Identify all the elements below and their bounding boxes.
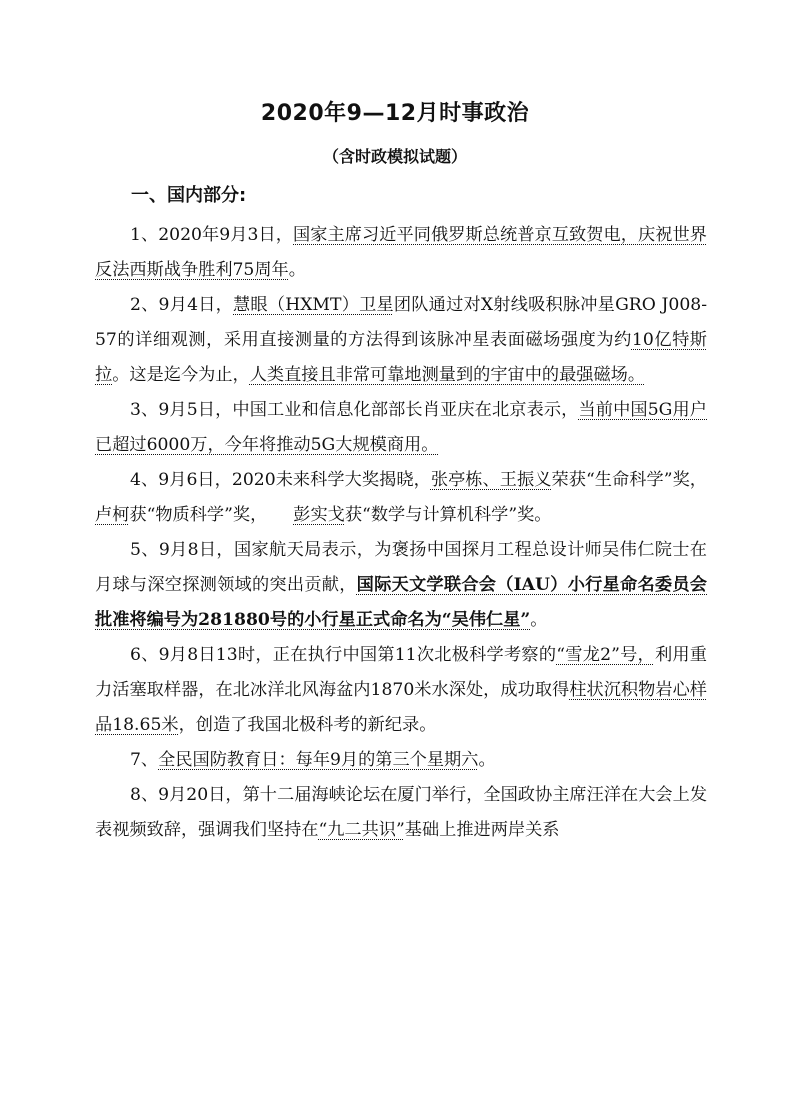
news-item-key-point: 国家主席习近平同俄罗斯总统普京互致贺电，庆祝世界反法西斯战争胜利75周年 xyxy=(95,225,707,280)
news-item-text: 获“数学与计算机科学”奖。 xyxy=(344,505,552,525)
news-item-key-point: 卢柯 xyxy=(95,505,130,525)
news-item-text: 荣获“生命科学”奖， xyxy=(551,470,707,490)
news-item xyxy=(95,393,707,463)
news-item-key-point: 国际天文学联合会（IAU）小行星命名委员会批准将编号为281880号的小行星正式命名为“吴伟仁星” xyxy=(95,575,707,630)
news-item-key-point: 10亿特斯拉 xyxy=(95,330,707,385)
news-item-key-point: 柱状沉积物岩心样品18.65米 xyxy=(95,680,707,735)
news-item-key-point: 张亭栋、王振义 xyxy=(430,470,552,490)
news-item-text: 9月8日，国家航天局表示，为褒扬中国探月工程总设计师吴伟仁院士在月球与深空探测领域的突出贡献， xyxy=(95,540,707,595)
news-item-key-point: “九二共识” xyxy=(318,820,405,840)
news-item-text: 9月4日， xyxy=(158,295,234,315)
news-item xyxy=(95,288,707,393)
news-item-key-point: “雪龙2”号， xyxy=(556,645,655,665)
news-item-text: 9月5日，中国工业和信息化部部长肖亚庆在北京表示， xyxy=(158,400,579,420)
news-item xyxy=(95,638,707,743)
news-item-number: 2、 xyxy=(130,295,159,315)
news-item-key-point: 慧眼（HXMT）卫星 xyxy=(233,295,394,315)
news-item-text: 获“物质科学”奖， xyxy=(129,505,268,525)
news-item-text: 利用重力活塞取样器，在北冰洋北风海盆内1870米水深处，成功取得 xyxy=(95,645,707,700)
document-title: 2020年9—12月时事政治 xyxy=(260,101,530,126)
news-item-text: 基础上推进两岸关系 xyxy=(404,820,560,840)
news-item-key-point: 人类直接且非常可靠地测量到的宇宙中的最强磁场。 xyxy=(249,365,646,385)
news-list xyxy=(95,218,707,848)
news-item-text: ，创造了我国北极科考的新纪录。 xyxy=(178,715,437,735)
news-item-text: 2020年9月3日， xyxy=(158,225,294,245)
news-item-number: 4、 xyxy=(130,470,159,490)
document-subtitle: （含时政模拟试题） xyxy=(322,147,467,166)
news-item-text: 。 xyxy=(530,610,548,630)
news-item xyxy=(95,218,707,288)
news-item-text: 9月6日，2020未来科学大奖揭晓， xyxy=(158,470,431,490)
news-item-number: 6、 xyxy=(130,645,159,665)
news-item xyxy=(95,743,707,778)
news-item-key-point: 彭实戈 xyxy=(293,505,345,525)
news-item-text: 。 xyxy=(478,750,496,770)
news-item-number: 7、 xyxy=(130,750,159,770)
news-item xyxy=(95,778,707,848)
news-item-key-point: 全民国防教育日：每年9月的第三个星期六 xyxy=(158,750,479,770)
news-item-text: 9月20日，第十二届海峡论坛在厦门举行，全国政协主席汪洋在大会上发表视频致辞，强调我们坚持在 xyxy=(95,785,708,840)
news-item xyxy=(95,463,707,533)
news-item-text: 团队通过对X射线吸积脉冲星GRO J008-57的详细观测，采用直接测量的方法得到该脉冲星表面磁场强度为约 xyxy=(95,295,708,350)
news-item-key-point: 当前中国5G用户已超过6000万，今年将推动5G大规模商用。 xyxy=(95,400,707,455)
news-item-text: 。 xyxy=(288,260,306,280)
news-item-number: 1、 xyxy=(130,225,159,245)
news-item xyxy=(95,533,707,638)
section-heading-domestic: 一、国内部分: xyxy=(131,185,247,206)
news-item-number: 8、 xyxy=(130,785,159,805)
news-item-text: 9月8日13时，正在执行中国第11次北极科学考察的 xyxy=(158,645,557,665)
news-item-number: 3、 xyxy=(130,400,159,420)
news-item-number: 5、 xyxy=(130,540,159,560)
news-item-text: 。这是迄今为止， xyxy=(112,365,250,385)
